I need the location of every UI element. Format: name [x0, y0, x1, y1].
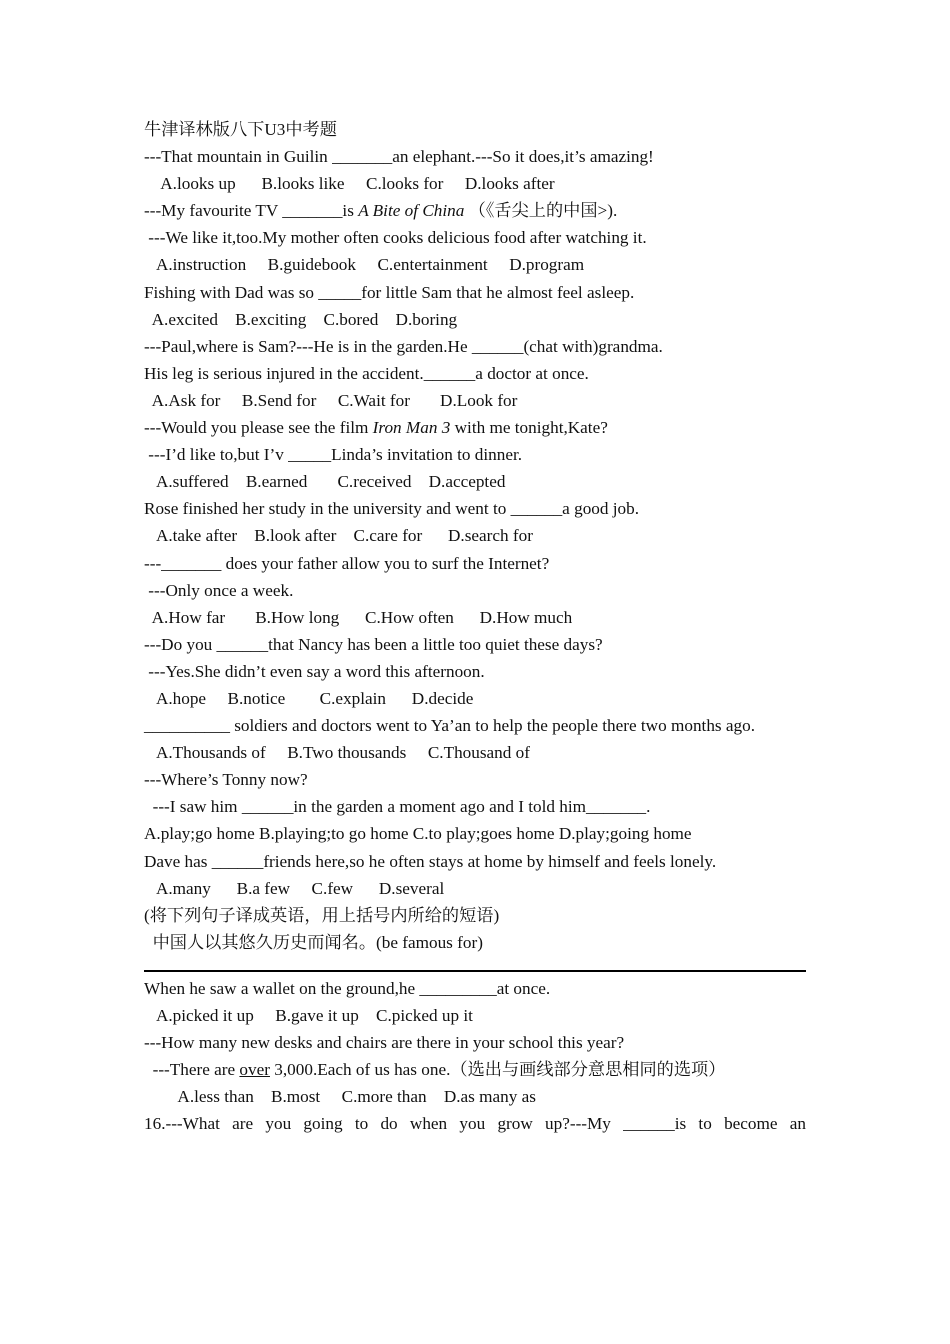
- question-line: ---Where’s Tonny now?: [144, 770, 308, 790]
- question-line: Fishing with Dad was so _____for little Sam that he almost feel asleep.: [144, 282, 635, 302]
- question-line: __________ soldiers and doctors went to Ya’an to help the people there two months ago.: [144, 716, 756, 736]
- question-line: Rose finished her study in the university and went to ______a good job.: [144, 499, 640, 519]
- question-line: ---Only once a week.: [144, 580, 294, 600]
- question-line: ---Do you ______that Nancy has been a little too quiet these days?: [144, 634, 603, 654]
- question-line: [144, 197, 806, 224]
- question-line: ---I saw him ______in the garden a moment ago and I told him_______.: [144, 797, 651, 817]
- options-line: A.looks up B.looks like C.looks for D.looks after: [144, 174, 555, 194]
- underlined-word: over: [239, 1060, 270, 1080]
- options-line: A.play;go home B.playing;to go home C.to play;goes home D.play;going home: [144, 824, 692, 844]
- question-line: [144, 414, 806, 441]
- options-line: A.picked it up B.gave it up C.picked up it: [144, 1006, 473, 1025]
- question-text: ---Would you please see the film: [144, 418, 373, 438]
- options-line: A.Thousands of B.Two thousands C.Thousand of: [144, 743, 530, 763]
- question-line: [144, 1056, 806, 1083]
- options-line: A.Ask for B.Send for C.Wait for D.Look for: [144, 390, 518, 410]
- question-line: 16.---What are you going to do when you grow up?---My ______is to become an: [144, 1114, 806, 1134]
- options-line: A.hope B.notice C.explain D.decide: [144, 688, 474, 708]
- question-text: ---My favourite TV _______is: [144, 201, 359, 221]
- question-line: ---How many new desks and chairs are there in your school this year?: [144, 1033, 625, 1053]
- question-text: ---There are: [144, 1060, 240, 1080]
- translation-prompt: 中国人以其悠久历史而闻名。(be famous for): [144, 932, 483, 952]
- question-line: ---Yes.She didn’t even say a word this afternoon.: [144, 661, 485, 681]
- document-title: 牛津译林版八下U3中考题: [144, 120, 337, 139]
- question-text: （《舌尖上的中国>).: [464, 201, 618, 221]
- question-line: ---_______ does your father allow you to surf the Internet?: [144, 553, 550, 573]
- question-text: with me tonight,Kate?: [450, 418, 608, 438]
- question-line: ---We like it,too.My mother often cooks delicious food after watching it.: [144, 228, 647, 248]
- options-line: A.take after B.look after C.care for D.search for: [144, 526, 533, 546]
- options-line: A.How far B.How long C.How often D.How much: [144, 607, 573, 627]
- question-line: Dave has ______friends here,so he often stays at home by himself and feels lonely.: [144, 851, 717, 871]
- question-line: ---Paul,where is Sam?---He is in the garden.He ______(chat with)grandma.: [144, 336, 663, 356]
- options-line: A.instruction B.guidebook C.entertainment D.program: [144, 255, 585, 275]
- question-line: ---I’d like to,but I’v _____Linda’s invitation to dinner.: [144, 445, 523, 465]
- question-line: When he saw a wallet on the ground,he _________at once.: [144, 978, 551, 998]
- document-body: [144, 116, 806, 1137]
- italic-title: A Bite of China: [358, 201, 465, 221]
- italic-title: Iron Man 3: [372, 418, 451, 438]
- options-line: A.suffered B.earned C.received D.accepted: [144, 472, 506, 492]
- question-line: ---That mountain in Guilin _______an elephant.---So it does,it’s amazing!: [144, 147, 654, 167]
- options-line: A.less than B.most C.more than D.as many as: [144, 1087, 536, 1107]
- section-instruction: (将下列句子译成英语，用上括号内所给的短语): [144, 905, 500, 925]
- answer-line: [144, 970, 806, 972]
- question-line: His leg is serious injured in the accident.______a doctor at once.: [144, 363, 589, 383]
- options-line: A.excited B.exciting C.bored D.boring: [144, 309, 458, 329]
- question-text: 3,000.Each of us has one.（选出与画线部分意思相同的选项）: [269, 1060, 726, 1080]
- options-line: A.many B.a few C.few D.several: [144, 878, 445, 898]
